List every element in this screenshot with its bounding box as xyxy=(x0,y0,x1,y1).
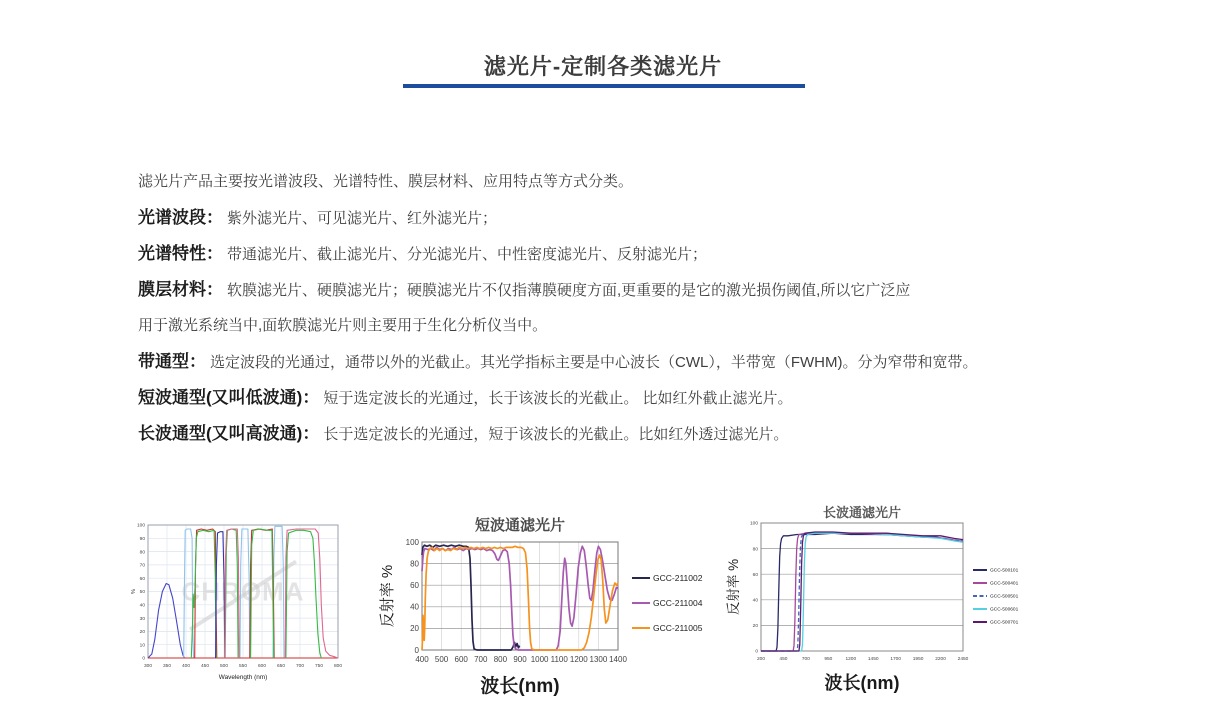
svg-text:短波通滤光片: 短波通滤光片 xyxy=(474,517,566,534)
svg-text:2450: 2450 xyxy=(957,656,969,662)
svg-text:750: 750 xyxy=(314,663,324,669)
svg-text:GCC-211005: GCC-211005 xyxy=(653,622,703,633)
svg-text:0: 0 xyxy=(142,656,145,662)
svg-text:100: 100 xyxy=(136,523,145,529)
svg-text:800: 800 xyxy=(493,655,508,664)
intro-line xyxy=(138,164,1048,200)
svg-text:波长(nm): 波长(nm) xyxy=(824,673,900,693)
svg-text:40: 40 xyxy=(752,598,758,604)
svg-text:40: 40 xyxy=(139,603,145,609)
svg-text:反射率 %: 反射率 % xyxy=(726,558,741,616)
spectral-property-text: 带通滤光片、截止滤光片、分光滤光片、中性密度滤光片、反射滤光片； xyxy=(227,246,708,263)
svg-text:200: 200 xyxy=(756,656,766,662)
page-title: 滤光片-定制各类滤光片 xyxy=(483,54,723,79)
svg-text:450: 450 xyxy=(779,656,788,662)
svg-text:30: 30 xyxy=(139,616,145,622)
svg-text:波长(nm): 波长(nm) xyxy=(480,676,560,697)
coating-material-line xyxy=(138,272,1048,308)
chart-longpass-filters xyxy=(723,503,1023,708)
svg-text:20: 20 xyxy=(410,624,419,634)
bandpass-label: 带通型： xyxy=(138,352,206,371)
title-underline xyxy=(403,84,805,88)
chart-shortpass-filters xyxy=(372,514,717,709)
svg-text:0: 0 xyxy=(414,645,419,655)
svg-text:80: 80 xyxy=(139,550,145,556)
svg-text:GCC-211002: GCC-211002 xyxy=(653,572,703,583)
chart-bandpass-filter-set xyxy=(130,513,352,688)
svg-text:GCC-500501: GCC-500501 xyxy=(990,594,1019,600)
svg-text:60: 60 xyxy=(410,581,419,590)
spectral-property-line xyxy=(138,236,1048,272)
svg-text:50: 50 xyxy=(139,590,145,596)
svg-text:GCC-500701: GCC-500701 xyxy=(990,620,1019,626)
svg-text:2200: 2200 xyxy=(935,656,946,662)
bandpass-chart-svg xyxy=(130,513,352,688)
svg-text:90: 90 xyxy=(139,536,145,542)
coating-material-line2 xyxy=(138,308,1048,344)
svg-text:400: 400 xyxy=(415,655,429,664)
spectral-band-label: 光谱波段： xyxy=(138,208,223,227)
svg-text:1000: 1000 xyxy=(530,655,549,664)
shortpass-chart-svg xyxy=(372,514,717,709)
bandpass-line xyxy=(138,344,1048,380)
svg-text:1450: 1450 xyxy=(867,656,879,662)
spectral-band-line xyxy=(138,200,1048,236)
svg-text:60: 60 xyxy=(139,576,145,582)
intro-text: 滤光片产品主要按光谱波段、光谱特性、膜层材料、应用特点等方式分类。 xyxy=(138,173,634,190)
coating-material-text: 软膜滤光片、硬膜滤光片；硬膜滤光片不仅指薄膜硬度方面,更重要的是它的激光损伤阈值,所以它广泛应 xyxy=(227,282,911,299)
svg-text:100: 100 xyxy=(405,537,419,547)
svg-text:1950: 1950 xyxy=(912,656,924,662)
svg-text:GCC-500401: GCC-500401 xyxy=(990,581,1019,587)
longpass-text: 长于选定波长的光通过，短于该波长的光截止。比如红外透过滤光片。 xyxy=(323,426,789,443)
svg-text:300: 300 xyxy=(143,663,153,669)
svg-text:70: 70 xyxy=(139,563,145,569)
svg-text:500: 500 xyxy=(219,663,229,669)
svg-text:700: 700 xyxy=(474,655,488,664)
svg-text:GCC-211004: GCC-211004 xyxy=(653,597,703,608)
svg-text:100: 100 xyxy=(749,521,758,527)
coating-material-label: 膜层材料： xyxy=(138,280,223,299)
svg-text:10: 10 xyxy=(139,643,145,649)
svg-text:1300: 1300 xyxy=(589,655,608,664)
shortpass-label: 短波通型(又叫低波通)： xyxy=(138,388,320,407)
svg-text:600: 600 xyxy=(454,655,468,664)
svg-text:反射率 %: 反射率 % xyxy=(379,564,396,628)
svg-text:80: 80 xyxy=(410,559,419,569)
spectral-property-label: 光谱特性： xyxy=(138,244,223,263)
svg-text:1400: 1400 xyxy=(609,655,627,664)
svg-text:GCC-500601: GCC-500601 xyxy=(990,607,1019,613)
svg-text:400: 400 xyxy=(181,663,191,669)
svg-text:650: 650 xyxy=(276,663,286,669)
intro-text-block xyxy=(138,164,1048,452)
coating-material-text2: 用于激光系统当中,面软膜滤光片则主要用于生化分析仪当中。 xyxy=(138,317,548,334)
svg-text:950: 950 xyxy=(824,656,833,662)
svg-text:长波通滤光片: 长波通滤光片 xyxy=(822,505,902,520)
longpass-chart-svg xyxy=(723,503,1023,708)
svg-text:60: 60 xyxy=(752,572,758,578)
svg-text:700: 700 xyxy=(801,656,810,662)
longpass-line xyxy=(138,416,1048,452)
svg-text:1200: 1200 xyxy=(569,655,588,664)
svg-text:600: 600 xyxy=(257,663,267,669)
svg-text:80: 80 xyxy=(752,547,758,553)
svg-text:40: 40 xyxy=(410,602,419,612)
svg-text:CHROMA: CHROMA xyxy=(181,576,305,607)
spectral-band-text: 紫外滤光片、可见滤光片、红外滤光片； xyxy=(227,210,498,227)
svg-text:900: 900 xyxy=(513,655,527,664)
svg-text:GCC-500101: GCC-500101 xyxy=(990,568,1019,574)
svg-text:450: 450 xyxy=(200,663,210,669)
svg-text:1100: 1100 xyxy=(550,655,568,664)
svg-text:%: % xyxy=(131,589,137,594)
svg-text:350: 350 xyxy=(162,663,172,669)
svg-text:20: 20 xyxy=(139,630,145,636)
svg-text:1200: 1200 xyxy=(845,656,857,662)
shortpass-line xyxy=(138,380,1048,416)
svg-text:700: 700 xyxy=(295,663,305,669)
longpass-label: 长波通型(又叫高波通)： xyxy=(138,424,320,443)
svg-text:500: 500 xyxy=(434,655,449,664)
svg-text:0: 0 xyxy=(755,649,758,655)
svg-text:20: 20 xyxy=(752,624,758,630)
shortpass-text: 短于选定波长的光通过，长于该波长的光截止。 比如红外截止滤光片。 xyxy=(323,390,793,407)
bandpass-text: 选定波段的光通过，通带以外的光截止。其光学指标主要是中心波长（CWL），半带宽（FWHM)。分为窄带和宽带。 xyxy=(210,354,978,371)
svg-text:800: 800 xyxy=(333,663,343,669)
svg-text:1700: 1700 xyxy=(890,656,902,662)
svg-text:550: 550 xyxy=(238,663,248,669)
svg-text:Wavelength (nm): Wavelength (nm) xyxy=(218,674,268,681)
